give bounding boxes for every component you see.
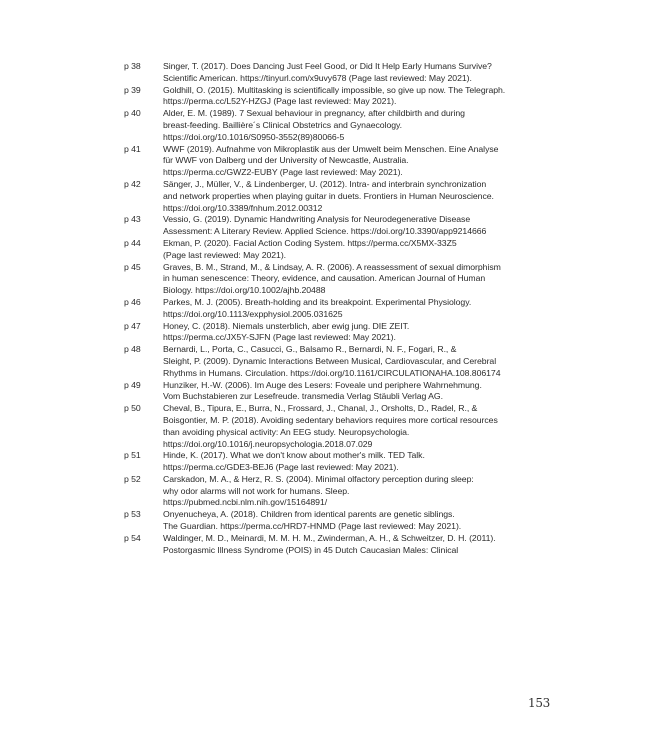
reference-page-label: p 49	[124, 379, 141, 390]
citation-line: than avoiding physical activity: An EEG study. Neuropsychologia.	[163, 426, 410, 437]
reference-page-label: p 41	[124, 143, 141, 154]
citation-line: Ekman, P. (2020). Facial Action Coding System. https://perma.cc/X5MX-33Z5	[163, 237, 457, 248]
reference-citation	[163, 403, 524, 450]
citation-line: https://doi.org/10.3389/fnhum.2012.00312	[163, 202, 323, 213]
citation-line: Onyenucheya, A. (2018). Children from identical parents are genetic siblings.	[163, 509, 455, 520]
reference-page-label: p 50	[124, 403, 141, 414]
citation-line: Boisgontier, M. P. (2018). Avoiding sedentary behaviors requires more cortical resources	[163, 414, 498, 425]
citation-line: Hunziker, H.-W. (2006). Im Auge des Lesers: Foveale und periphere Wahrnehmung.	[163, 379, 482, 390]
reference-page-label: p 39	[124, 84, 141, 95]
reference-citation	[163, 85, 524, 109]
citation-line: Cheval, B., Tipura, E., Burra, N., Frossard, J., Chanal, J., Orsholts, D., Radel, R., &	[163, 403, 478, 414]
reference-page-label: p 40	[124, 108, 141, 119]
citation-line: https://doi.org/10.1016/j.neuropsychologia.2018.07.029	[163, 438, 373, 449]
citation-line: https://perma.cc/GWZ2-EUBY (Page last reviewed: May 2021).	[163, 167, 403, 178]
reference-citation	[163, 321, 524, 345]
citation-line: WWF (2019). Aufnahme von Mikroplastik aus der Umwelt beim Menschen. Eine Analyse	[163, 143, 499, 154]
reference-citation	[163, 509, 524, 533]
citation-line: The Guardian. https://perma.cc/HRD7-HNMD (Page last reviewed: May 2021).	[163, 521, 462, 532]
citation-line: Postorgasmic Illness Syndrome (POIS) in 45 Dutch Caucasian Males: Clinical	[163, 544, 459, 555]
citation-line: and network properties when playing guitar in duets. Frontiers in Human Neuroscience.	[163, 190, 494, 201]
reference-citation	[163, 297, 524, 321]
reference-entry	[124, 61, 524, 85]
citation-line: in human senescence: Theory, evidence, and causation. American Journal of Human	[163, 273, 486, 284]
citation-line: https://pubmed.ncbi.nlm.nih.gov/15164891/	[163, 497, 328, 508]
reference-entry	[124, 474, 524, 509]
citation-line: why odor alarms will not work for humans. Sleep.	[163, 485, 350, 496]
reference-page-label: p 46	[124, 296, 141, 307]
citation-line: Assessment: A Literary Review. Applied Science. https://doi.org/10.3390/app9214666	[163, 226, 487, 237]
citation-line: https://perma.cc/JX5Y-SJFN (Page last reviewed: May 2021).	[163, 332, 396, 343]
reference-citation	[163, 533, 524, 557]
citation-line: https://perma.cc/GDE3-BEJ6 (Page last reviewed: May 2021).	[163, 462, 399, 473]
citation-line: für WWF von Dalberg und der University of Newcastle, Australia.	[163, 155, 409, 166]
reference-page-label: p 53	[124, 509, 141, 520]
reference-citation	[163, 238, 524, 262]
citation-line: Waldinger, M. D., Meinardi, M. M. H. M., Zwinderman, A. H., & Schweitzer, D. H. (2011).	[163, 532, 496, 543]
reference-entry	[124, 179, 524, 214]
reference-citation	[163, 179, 524, 214]
citation-line: https://doi.org/10.1016/S0950-3552(89)80066-5	[163, 131, 345, 142]
reference-citation	[163, 108, 524, 143]
reference-entry	[124, 214, 524, 238]
citation-line: Rhythms in Humans. Circulation. https://doi.org/10.1161/CIRCULATIONAHA.108.806174	[163, 367, 501, 378]
reference-entry	[124, 144, 524, 179]
citation-line: breast-feeding. Baillière´s Clinical Obstetrics and Gynaecology.	[163, 119, 403, 130]
citation-line: Bernardi, L., Porta, C., Casucci, G., Balsamo R., Bernardi, N. F., Fogari, R., &	[163, 344, 457, 355]
reference-page-label: p 45	[124, 261, 141, 272]
reference-page-label: p 42	[124, 178, 141, 189]
reference-citation	[163, 474, 524, 509]
reference-page-label: p 48	[124, 344, 141, 355]
reference-citation	[163, 344, 524, 379]
reference-page-label: p 44	[124, 237, 141, 248]
citation-line: Parkes, M. J. (2005). Breath-holding and its breakpoint. Experimental Physiology.	[163, 296, 472, 307]
citation-line: https://doi.org/10.1113/expphysiol.2005.031625	[163, 308, 343, 319]
reference-page-label: p 51	[124, 450, 141, 461]
citation-line: https://perma.cc/L52Y-HZGJ (Page last reviewed: May 2021).	[163, 96, 397, 107]
page-number: 153	[528, 696, 551, 710]
reference-citation	[163, 450, 524, 474]
citation-line: (Page last reviewed: May 2021).	[163, 249, 287, 260]
reference-entry	[124, 238, 524, 262]
citation-line: Sänger, J., Müller, V., & Lindenberger, U. (2012). Intra- and interbrain synchronization	[163, 178, 487, 189]
reference-page-label: p 54	[124, 532, 141, 543]
citation-line: Sleight, P. (2009). Dynamic Interactions Between Musical, Cardiovascular, and Cerebral	[163, 355, 497, 366]
reference-page-label: p 43	[124, 214, 141, 225]
reference-entry	[124, 85, 524, 109]
reference-entry	[124, 297, 524, 321]
reference-citation	[163, 214, 524, 238]
citation-line: Honey, C. (2018). Niemals unsterblich, aber ewig jung. DIE ZEIT.	[163, 320, 410, 331]
reference-page-label: p 47	[124, 320, 141, 331]
reference-entry	[124, 321, 524, 345]
reference-entry	[124, 108, 524, 143]
reference-list	[124, 61, 524, 556]
reference-citation	[163, 262, 524, 297]
reference-entry	[124, 380, 524, 404]
reference-citation	[163, 61, 524, 85]
citation-line: Vom Buchstabieren zur Lesefreude. transmedia Verlag Stäubli Verlag AG.	[163, 391, 443, 402]
reference-entry	[124, 509, 524, 533]
citation-line: Scientific American. https://tinyurl.com/x9uvy678 (Page last reviewed: May 2021).	[163, 72, 472, 83]
reference-page-label: p 38	[124, 61, 141, 71]
citation-line: Carskadon, M. A., & Herz, R. S. (2004). Minimal olfactory perception during sleep:	[163, 473, 474, 484]
citation-line: Goldhill, O. (2015). Multitasking is scientifically impossible, so give up now. The Telegraph.	[163, 84, 506, 95]
reference-entry	[124, 344, 524, 379]
citation-line: Singer, T. (2017). Does Dancing Just Feel Good, or Did It Help Early Humans Survive?	[163, 61, 492, 71]
reference-entry	[124, 403, 524, 450]
citation-line: Vessio, G. (2019). Dynamic Handwriting Analysis for Neurodegenerative Disease	[163, 214, 471, 225]
citation-line: Biology. https://doi.org/10.1002/ajhb.20488	[163, 285, 326, 296]
citation-line: Hinde, K. (2017). What we don't know about mother's milk. TED Talk.	[163, 450, 425, 461]
reference-citation	[163, 380, 524, 404]
reference-entry	[124, 262, 524, 297]
reference-page-label: p 52	[124, 473, 141, 484]
reference-entry	[124, 450, 524, 474]
citation-line: Graves, B. M., Strand, M., & Lindsay, A. R. (2006). A reassessment of sexual dimorphism	[163, 261, 501, 272]
reference-citation	[163, 144, 524, 179]
citation-line: Alder, E. M. (1989). 7 Sexual behaviour in pregnancy, after childbirth and during	[163, 108, 465, 119]
reference-entry	[124, 533, 524, 557]
